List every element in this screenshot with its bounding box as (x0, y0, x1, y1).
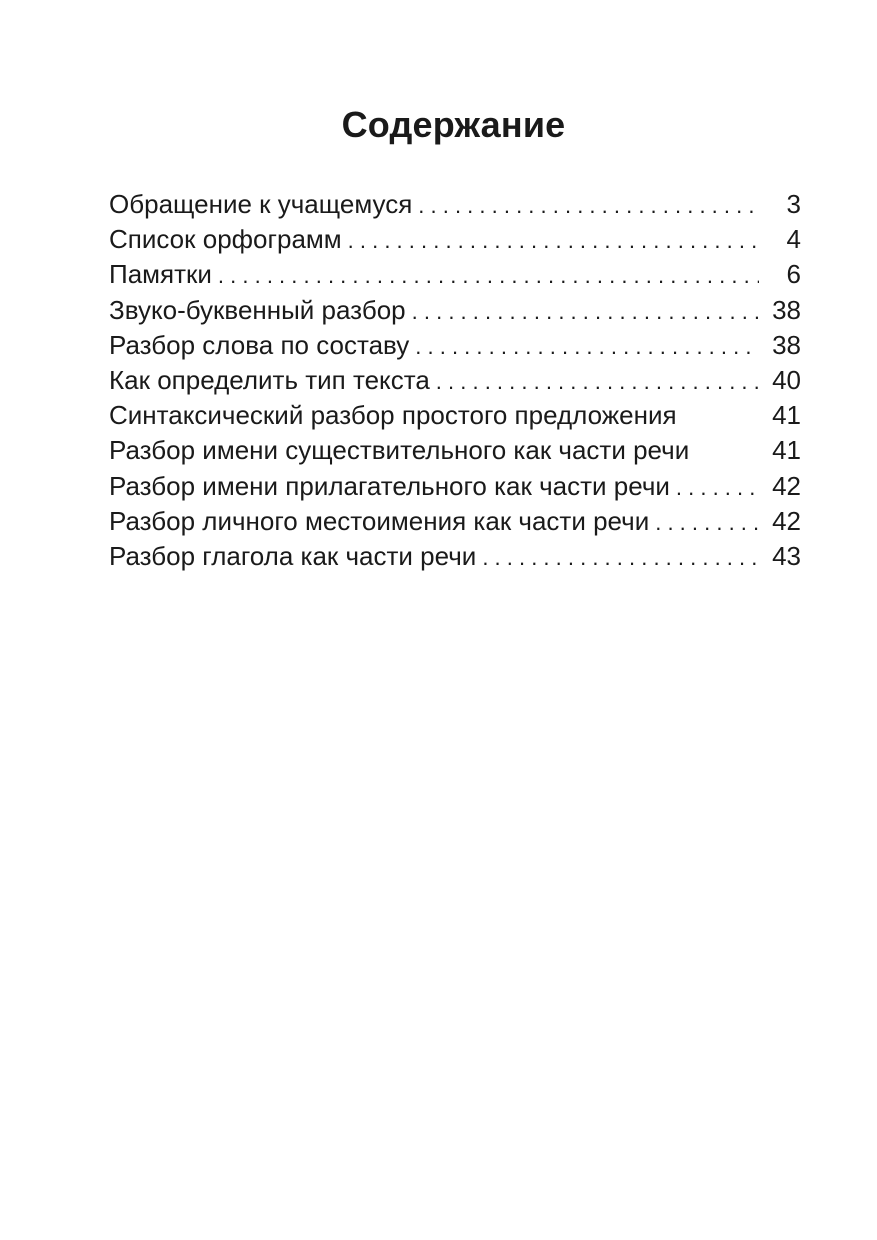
toc-entry-title: Памятки (109, 259, 212, 290)
toc-entry (109, 187, 801, 222)
toc-entry-title: Разбор слова по составу (109, 329, 410, 360)
toc-leader-dots (418, 188, 759, 223)
toc-entry (109, 293, 801, 328)
toc-entry (109, 257, 801, 292)
toc-leader-dots (412, 294, 759, 329)
toc-entry-page: 6 (786, 259, 801, 290)
toc-entry (109, 398, 801, 433)
toc-leader-dots (482, 540, 759, 575)
toc-entry-page: 42 (772, 470, 801, 501)
toc-entry-page: 41 (772, 435, 801, 466)
toc-leader-dots (415, 329, 759, 364)
toc-leader-dots (348, 223, 759, 258)
toc-entry-title: Разбор имени прилагательного как части речи (109, 470, 670, 501)
toc-entry-page: 42 (772, 505, 801, 536)
toc-entry (109, 328, 801, 363)
toc-entry-page: 4 (786, 224, 801, 255)
toc-entry-page: 43 (772, 540, 801, 571)
toc-entry (109, 433, 801, 468)
toc-leader-dots (655, 505, 759, 540)
table-of-contents (109, 187, 801, 574)
toc-entry-title: Разбор имени существительного как части речи (109, 435, 690, 466)
toc-entry (109, 539, 801, 574)
toc-entry (109, 222, 801, 257)
toc-leader-dots (218, 258, 759, 293)
toc-entry-title: Как определить тип текста (109, 364, 430, 395)
toc-entry-page: 38 (772, 294, 801, 325)
toc-entry-title: Разбор личного местоимения как части речи (109, 505, 650, 536)
toc-entry-title: Синтаксический разбор простого предложения (109, 400, 677, 431)
toc-leader-dots (436, 364, 759, 399)
toc-entry-title: Список орфограмм (109, 224, 342, 255)
toc-leader-dots (676, 470, 759, 505)
toc-entry-page: 3 (786, 189, 801, 219)
toc-entry (109, 363, 801, 398)
page-title: Содержание (341, 104, 566, 145)
toc-entry-title: Звуко-буквенный разбор (109, 294, 406, 325)
toc-entry-page: 40 (772, 364, 801, 395)
toc-entry-title: Обращение к учащемуся (109, 189, 413, 219)
toc-entry-title: Разбор глагола как части речи (109, 540, 477, 571)
toc-entry (109, 504, 801, 539)
toc-entry-page: 41 (772, 400, 801, 431)
toc-entry (109, 469, 801, 504)
toc-entry-page: 38 (772, 329, 801, 360)
